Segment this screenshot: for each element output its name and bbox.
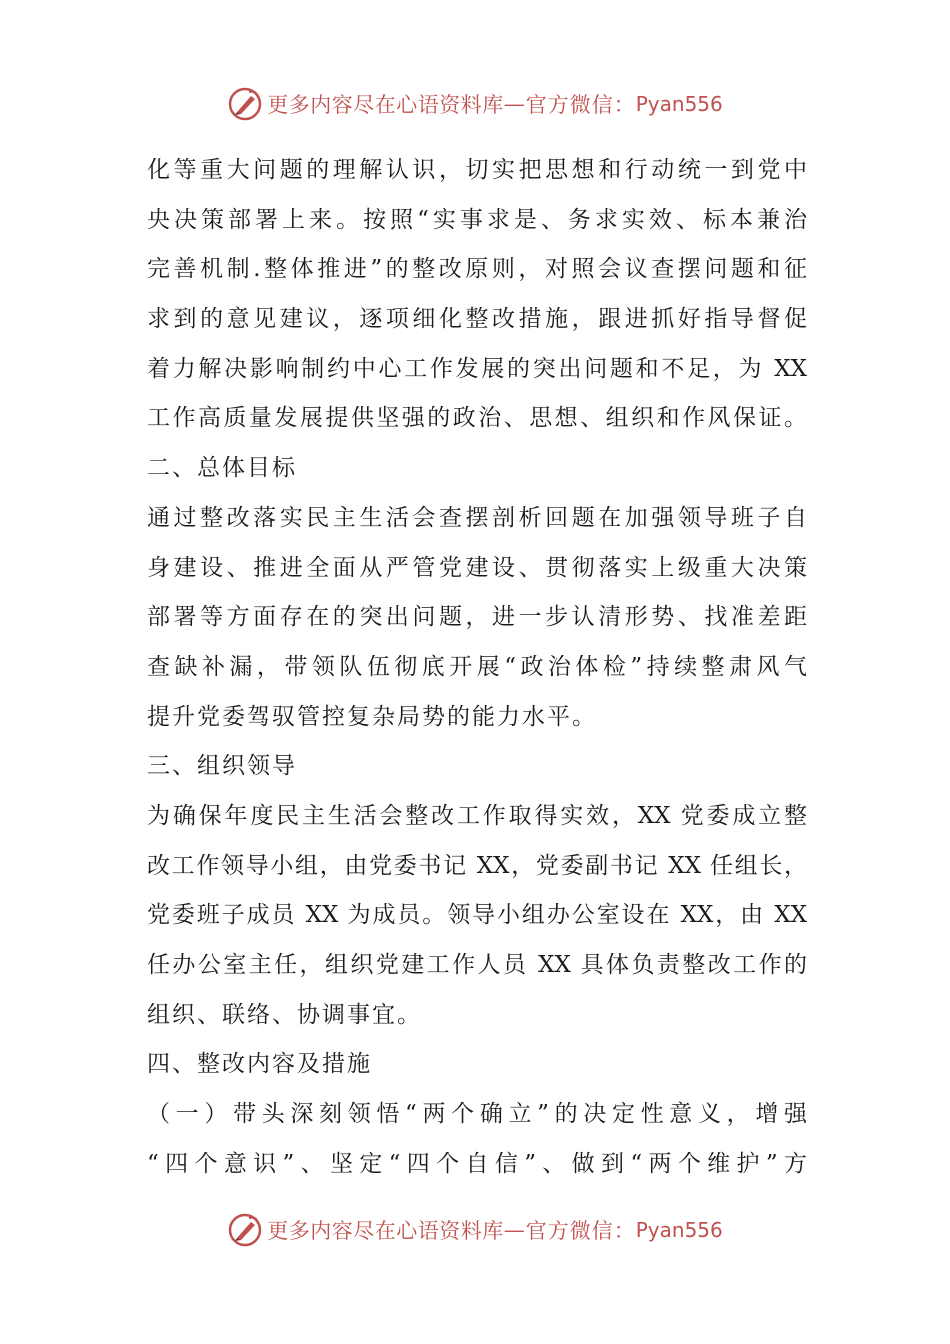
text-line: （一）带头深刻领悟“两个确立”的决定性意义，增强: [147, 1101, 807, 1128]
banner-subtitle: 官方微信：: [525, 93, 636, 117]
section-heading: 四、整改内容及措施: [147, 1051, 372, 1078]
banner-wechat-id: Pyan556: [635, 92, 723, 116]
banner-wechat-id: Pyan556: [635, 1218, 723, 1242]
text-line: 工作高质量发展提供坚强的政治、思想、组织和作风保证。: [147, 405, 807, 432]
document-body: [147, 146, 807, 1189]
footer-banner: [0, 1208, 950, 1252]
section-heading: 二、总体目标: [147, 455, 297, 482]
header-banner: [0, 82, 950, 126]
section-heading: 三、组织领导: [147, 753, 297, 780]
text-line: 央决策部署上来。按照“实事求是、务求实效、标本兼治: [147, 206, 807, 233]
text-line: 完善机制.整体推进”的整改原则，对照会议查摆问题和征: [147, 256, 807, 283]
banner-title: 更多内容尽在心语资料库: [267, 93, 504, 117]
text-line: 部署等方面存在的突出问题，进一步认清形势、找准差距: [147, 604, 807, 631]
banner-subtitle: 官方微信：: [525, 1219, 636, 1243]
text-line: 提升党委驾驭管控复杂局势的能力水平。: [147, 703, 597, 730]
banner-dash: —: [503, 92, 526, 116]
text-line: 为确保年度民主生活会整改工作取得实效，XX 党委成立整: [147, 802, 807, 829]
text-line: 化等重大问题的理解认识，切实把思想和行动统一到党中: [147, 157, 807, 183]
text-line: 通过整改落实民主生活会查摆剖析回题在加强领导班子自: [147, 504, 807, 531]
text-line: 改工作领导小组，由党委书记 XX，党委副书记 XX 任组长，: [147, 852, 807, 879]
banner-dash: —: [503, 1218, 526, 1242]
text-line: 任办公室主任，组织党建工作人员 XX 具体负责整改工作的: [147, 952, 807, 978]
text-line: 查缺补漏，带领队伍彻底开展“政治体检”持续整肃风气: [147, 653, 807, 680]
text-line: 党委班子成员 XX 为成员。领导小组办公室设在 XX，由 XX: [147, 902, 807, 929]
text-line: “四个意识”、坚定“四个自信”、做到“两个维护”方: [147, 1150, 807, 1177]
text-line: 组织、联络、协调事宜。: [147, 1001, 422, 1028]
pen-logo-icon: [227, 1212, 263, 1248]
pen-logo-icon: [227, 86, 263, 122]
text-line: 身建设、推进全面从严管党建设、贯彻落实上级重大决策: [147, 554, 807, 581]
banner-title: 更多内容尽在心语资料库: [267, 1219, 504, 1243]
text-line: 着力解决影响制约中心工作发展的突出问题和不足，为 XX: [147, 355, 807, 382]
text-line: 求到的意见建议，逐项细化整改措施，跟进抓好指导督促: [147, 306, 807, 333]
